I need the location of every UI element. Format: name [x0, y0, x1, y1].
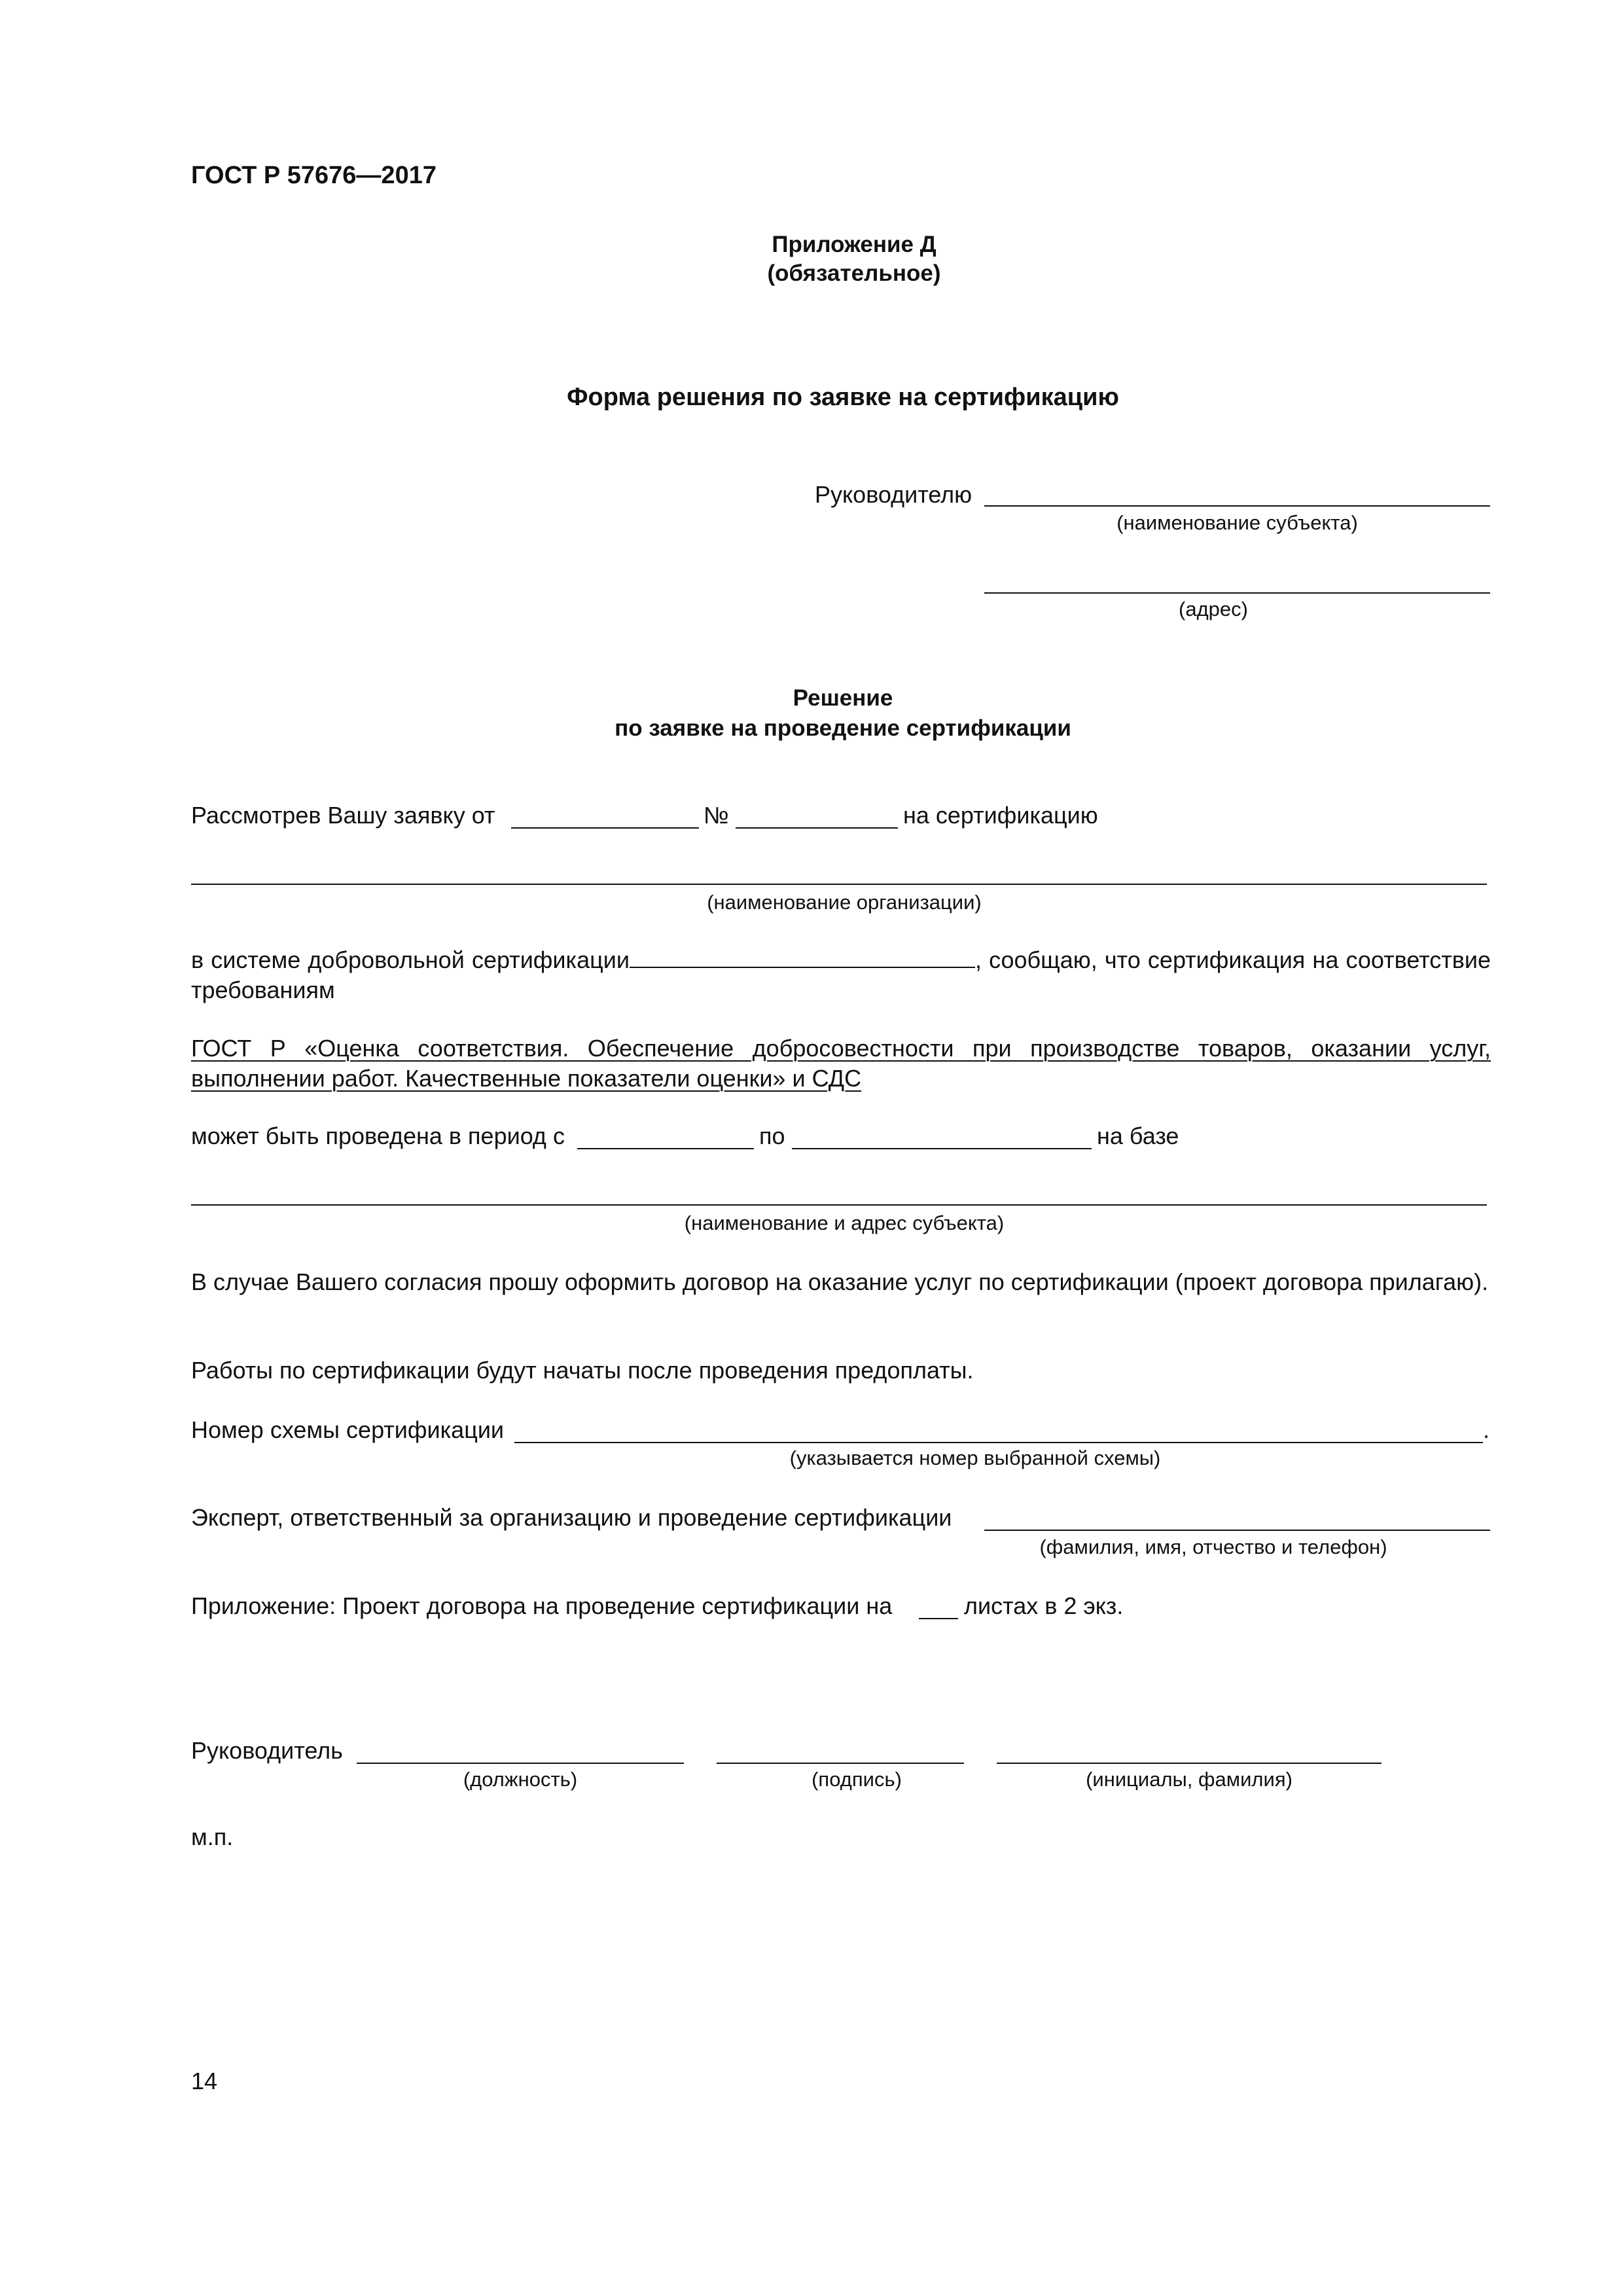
appendix-title: Приложение Д — [772, 232, 936, 257]
period-prefix: может быть проведена в период с — [191, 1122, 565, 1149]
prepayment-text: Работы по сертификации будут начаты после проведения предоплаты. — [191, 1357, 974, 1384]
subject-caption: (наименование и адрес субъекта) — [684, 1211, 1005, 1234]
gost-requirements-text: ГОСТ Р «Оценка соответствия. Обеспечение добросовестности при производстве товаров, оказании услуг, выполнении работ. Качественные показатели оценки» и СДС — [191, 1035, 1491, 1092]
page-number: 14 — [191, 2068, 218, 2094]
scheme-end: . — [1483, 1416, 1490, 1443]
signature-name-line — [997, 1763, 1382, 1764]
form-title: Форма решения по заявке на сертификацию — [567, 384, 1119, 411]
signature-label: Руководитель — [191, 1737, 343, 1764]
scheme-caption: (указывается номер выбранной схемы) — [789, 1446, 1161, 1469]
reviewed-prefix: Рассмотрев Вашу заявку от — [191, 802, 495, 829]
decision-subtitle: по заявке на проведение сертификации — [615, 715, 1071, 741]
addressee-label: Руководителю — [815, 481, 972, 508]
signature-name-caption: (инициалы, фамилия) — [1086, 1768, 1293, 1791]
subject-line — [191, 1204, 1487, 1206]
expert-label: Эксперт, ответственный за организацию и проведение сертификации — [191, 1504, 952, 1531]
system-suffix: , сообщаю, что сертификация на соответствие требованиям — [191, 946, 1491, 1003]
system-name-field — [630, 947, 975, 968]
period-suffix: на базе — [1097, 1122, 1179, 1149]
signature-sign-caption: (подпись) — [812, 1768, 902, 1791]
addressee-address-line — [984, 592, 1490, 594]
scheme-number-line — [514, 1442, 1483, 1443]
addressee-name-line — [984, 505, 1490, 507]
period-to: по — [759, 1122, 785, 1149]
application-number-line — [736, 827, 898, 829]
expert-line — [984, 1530, 1490, 1531]
expert-caption: (фамилия, имя, отчество и телефон) — [1039, 1535, 1387, 1558]
attachment-prefix: Приложение: Проект договора на проведение сертификации на — [191, 1592, 893, 1619]
system-prefix: в системе добровольной сертификации — [191, 946, 630, 973]
seal-mark: м.п. — [191, 1823, 234, 1850]
decision-title: Решение — [793, 685, 893, 711]
attachment-sheets-line — [919, 1618, 958, 1619]
standard-number: ГОСТ Р 57676—2017 — [191, 162, 437, 189]
appendix-status: (обязательное) — [767, 260, 941, 286]
addressee-name-caption: (наименование субъекта) — [1116, 511, 1358, 534]
period-end-line — [792, 1148, 1092, 1149]
agreement-paragraph: В случае Вашего согласия прошу оформить договор на оказание услуг по сертификации (проект договора прилагаю). — [191, 1268, 1489, 1295]
addressee-address-caption: (адрес) — [1179, 598, 1248, 620]
number-sign: № — [704, 802, 729, 829]
organization-line — [191, 884, 1487, 885]
signature-position-caption: (должность) — [463, 1768, 578, 1791]
period-start-line — [577, 1148, 754, 1149]
system-paragraph — [191, 945, 1491, 1005]
organization-caption: (наименование организации) — [707, 891, 982, 914]
scheme-label: Номер схемы сертификации — [191, 1416, 505, 1443]
signature-sign-line — [717, 1763, 964, 1764]
reviewed-suffix: на сертификацию — [903, 802, 1098, 829]
attachment-suffix: листах в 2 экз. — [964, 1592, 1124, 1619]
application-date-line — [511, 827, 699, 829]
signature-position-line — [357, 1763, 684, 1764]
